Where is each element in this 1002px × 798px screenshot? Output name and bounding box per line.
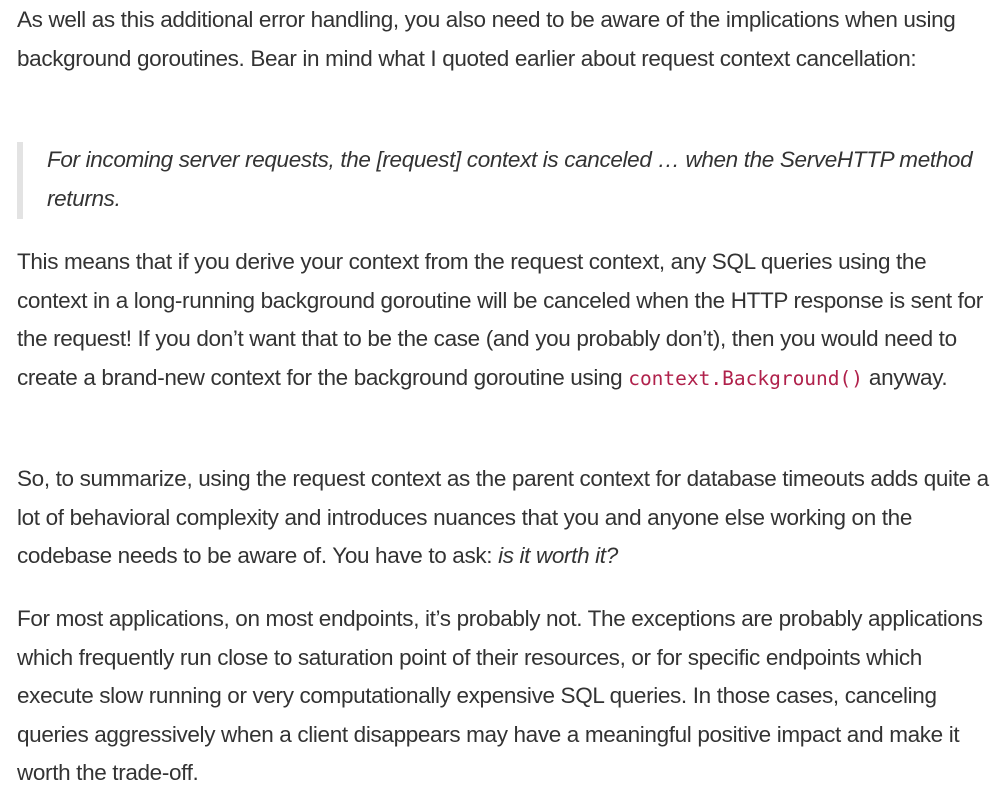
inline-code: context.Background() <box>628 366 864 390</box>
paragraph-request-context <box>17 243 997 398</box>
paragraph-most-applications: For most applications, on most endpoints, it’s probably not. The exceptions are probably applications which frequently run close to saturation point of their resources, or for specific endpoints which execute slow running or very computationally expensive SQL queries. In those cases, canceling queries aggressively when a client disappears may have a meaningful positive impact and make it worth the trade-off. <box>17 606 983 785</box>
quote-text: For incoming server requests, the [request] context is canceled … when the ServeHTTP method returns. <box>47 147 973 211</box>
paragraph-text: This means that if you derive your context from the request context, any SQL queries using the context in a long-running background goroutine will be canceled when the HTTP response is sent for the request! If you don’t want that to be the case (and you probably don’t), then you would need to create a brand-new context for the background goroutine using <box>17 249 983 390</box>
paragraph-summary <box>17 460 997 576</box>
paragraph-background-goroutines: As well as this additional error handling, you also need to be aware of the implications when using background goroutines. Bear in mind what I quoted earlier about request context cancellation: <box>17 7 956 71</box>
paragraph-text: So, to summarize, using the request context as the parent context for database timeouts adds quite a lot of behavioral complexity and introduces nuances that you and anyone else working on the codebase needs to be aware of. You have to ask: <box>17 466 989 568</box>
paragraph-text: anyway. <box>863 364 948 390</box>
blockquote-context-cancellation <box>17 142 987 219</box>
emphasis-text: is it worth it? <box>498 543 618 568</box>
